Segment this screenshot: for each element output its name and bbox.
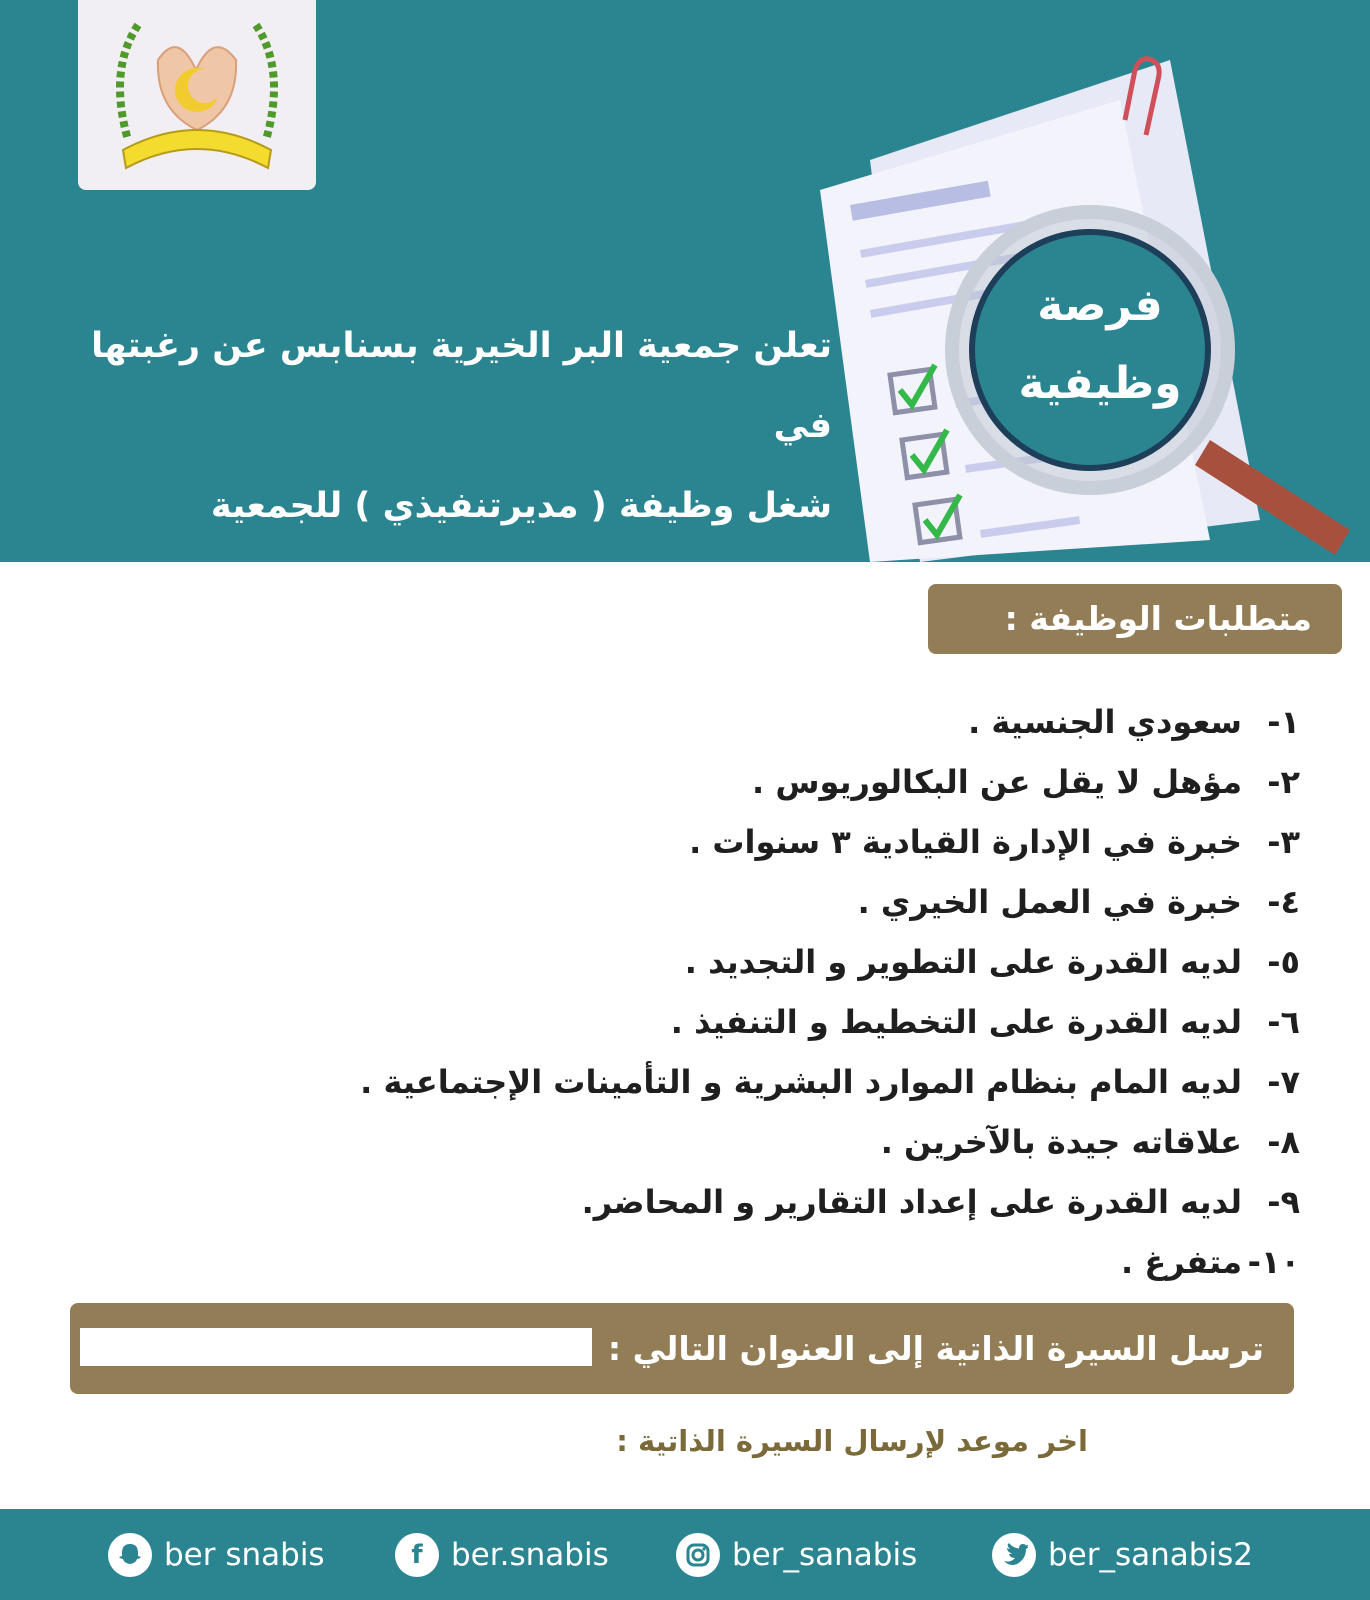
- list-item: ٢-مؤهل لا يقل عن البكالوريوس .: [752, 763, 1300, 801]
- organization-logo: [78, 0, 316, 190]
- social-twitter[interactable]: [992, 1509, 1253, 1600]
- job-opportunity-line-1: فرصة: [1037, 280, 1163, 331]
- deadline-label: اخر موعد لإرسال السيرة الذاتية :: [616, 1424, 1088, 1458]
- list-item: ٩-لديه القدرة على إعداد التقارير و المحاضر.: [581, 1183, 1300, 1221]
- list-item: ٨-علاقاته جيدة بالآخرين .: [880, 1123, 1300, 1161]
- job-opportunity-line-2: وظيفية: [1018, 358, 1182, 409]
- list-item: ٥-لديه القدرة على التطوير و التجديد .: [684, 943, 1300, 981]
- facebook-icon: f: [395, 1533, 439, 1577]
- list-item: ٦-لديه القدرة على التخطيط و التنفيذ .: [670, 1003, 1300, 1041]
- requirements-list: [200, 692, 1300, 1292]
- list-item: ١-سعودي الجنسية .: [968, 703, 1300, 741]
- cv-address-blank: [80, 1328, 592, 1366]
- twitter-icon: [992, 1533, 1036, 1577]
- list-item: ٧-لديه المام بنظام الموارد البشرية و التأمينات الإجتماعية .: [360, 1063, 1300, 1101]
- instagram-icon: [676, 1533, 720, 1577]
- cv-address-bar: [70, 1303, 1294, 1394]
- announcement-line-2: شغل وظيفة ( مديرتنفيذي ) للجمعية: [210, 486, 832, 526]
- social-instagram[interactable]: [676, 1509, 917, 1600]
- requirements-heading: متطلبات الوظيفة :: [928, 584, 1342, 654]
- social-label: ber.snabis: [451, 1536, 609, 1573]
- cv-address-label: ترسل السيرة الذاتية إلى العنوان التالي :: [607, 1329, 1264, 1368]
- social-facebook[interactable]: [395, 1509, 609, 1600]
- social-label: ber_sanabis: [732, 1536, 918, 1573]
- announcement-text: [42, 306, 832, 546]
- list-item: ٣-خبرة في الإدارة القيادية ٣ سنوات .: [689, 823, 1300, 861]
- announcement-line-1: تعلن جمعية البر الخيرية بسنابس عن رغبتها في: [91, 326, 832, 446]
- header-banner: [0, 0, 1370, 562]
- social-snapchat[interactable]: [108, 1509, 325, 1600]
- footer-social-bar: [0, 1509, 1370, 1600]
- snapchat-icon: [108, 1533, 152, 1577]
- social-label: ber_sanabis2: [1048, 1536, 1253, 1573]
- social-label: ber snabis: [164, 1536, 325, 1573]
- list-item: ٤-خبرة في العمل الخيري .: [857, 883, 1300, 921]
- list-item: ١٠-متفرغ .: [1121, 1243, 1300, 1281]
